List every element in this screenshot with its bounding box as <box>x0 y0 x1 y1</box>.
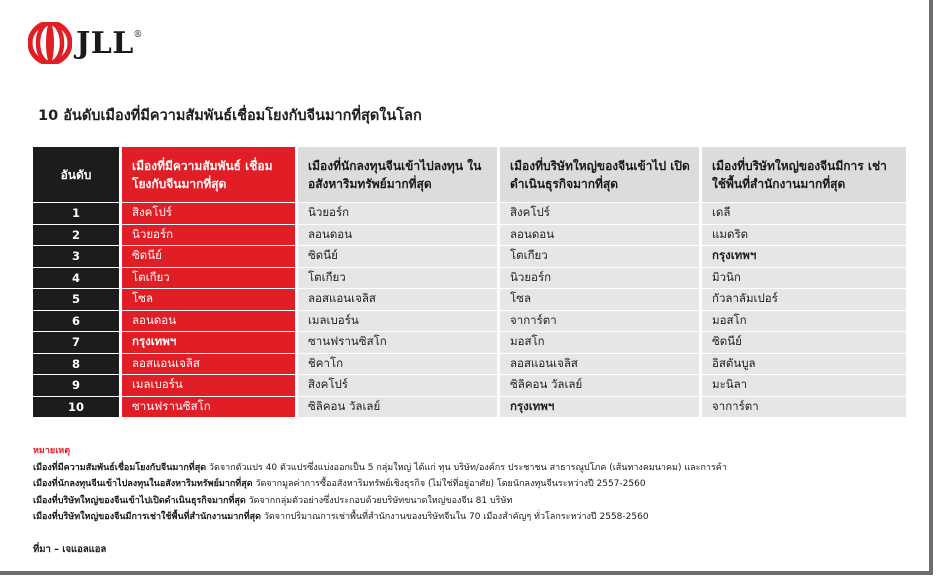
rank-cell: 8 <box>33 353 119 375</box>
investment-city-cell: ลอสแอนเจลิส <box>295 288 497 310</box>
header-rank: อันดับ <box>33 147 119 202</box>
operating-city-cell: มอสโก <box>497 331 699 353</box>
source-credit: ที่มา – เจแอลแอล <box>33 544 107 555</box>
office-leasing-city-cell: กรุงเทพฯ <box>699 245 906 267</box>
table-header-row <box>33 147 906 202</box>
logo-wordmark: JLL ® <box>76 25 143 61</box>
note-line <box>33 476 727 493</box>
header-operating-cities: เมืองที่บริษัทใหญ่ของจีนเข้าไป เปิดดำเนินธุรกิจมากที่สุด <box>497 147 699 202</box>
connected-city-cell: สิงคโปร์ <box>119 202 295 224</box>
office-leasing-city-cell: เดลี <box>699 202 906 224</box>
rank-cell: 3 <box>33 245 119 267</box>
note-text: วัดจากตัวแปร 40 ตัวแปรซึ่งแบ่งออกเป็น 5 กลุ่มใหญ่ ได้แก่ ทุน บริษัท/องค์กร ประชาชน สาธารณูปโภค (เส้นทางคมนาคม) และการค้า <box>206 462 727 473</box>
investment-city-cell: ซิดนีย์ <box>295 245 497 267</box>
table-row <box>33 202 906 224</box>
note-line <box>33 493 727 510</box>
operating-city-cell: ลอสแอนเจลิส <box>497 353 699 375</box>
investment-city-cell: สิงคโปร์ <box>295 374 497 396</box>
rank-cell: 6 <box>33 310 119 332</box>
office-leasing-city-cell: อิสตันบูล <box>699 353 906 375</box>
operating-city-cell: สิงคโปร์ <box>497 202 699 224</box>
note-line <box>33 460 727 477</box>
header-office-leasing-cities: เมืองที่บริษัทใหญ่ของจีนมีการ เช่าใช้พื้นที่สำนักงานมากที่สุด <box>699 147 906 202</box>
office-leasing-city-cell: มอสโก <box>699 310 906 332</box>
table-row <box>33 224 906 246</box>
investment-city-cell: ชิคาโก <box>295 353 497 375</box>
ranking-table <box>33 147 906 417</box>
operating-city-cell: โซล <box>497 288 699 310</box>
office-leasing-city-cell: กัวลาลัมเปอร์ <box>699 288 906 310</box>
office-leasing-city-cell: มะนิลา <box>699 374 906 396</box>
connected-city-cell: ซิดนีย์ <box>119 245 295 267</box>
note-term: เมืองที่นักลงทุนจีนเข้าไปลงทุนในอสังหาริมทรัพย์มากที่สุด <box>33 479 253 489</box>
operating-city-cell: ซิลิคอน วัลเลย์ <box>497 374 699 396</box>
table-row <box>33 245 906 267</box>
note-text: วัดจากปริมาณการเช่าพื้นที่สำนักงานของบริษัทจีนใน 70 เมืองสำคัญๆ ทั่วโลกระหว่างปี 2558-2560 <box>261 512 649 522</box>
table-row <box>33 353 906 375</box>
investment-city-cell: โตเกียว <box>295 267 497 289</box>
note-line <box>33 509 727 526</box>
rank-cell: 4 <box>33 267 119 289</box>
connected-city-cell: โซล <box>119 288 295 310</box>
office-leasing-city-cell: มิวนิก <box>699 267 906 289</box>
header-investment-cities: เมืองที่นักลงทุนจีนเข้าไปลงทุน ในอสังหาริมทรัพย์มากที่สุด <box>295 147 497 202</box>
connected-city-cell: ซานฟรานซิสโก <box>119 396 295 418</box>
connected-city-cell: โตเกียว <box>119 267 295 289</box>
office-leasing-city-cell: จาการ์ตา <box>699 396 906 418</box>
note-term: เมืองที่บริษัทใหญ่ของจีนมีการเช่าใช้พื้นที่สำนักงานมากที่สุด <box>33 512 262 522</box>
operating-city-cell: ลอนดอน <box>497 224 699 246</box>
investment-city-cell: ลอนดอน <box>295 224 497 246</box>
connected-city-cell: นิวยอร์ก <box>119 224 295 246</box>
note-term: เมืองที่มีความสัมพันธ์เชื่อมโยงกับจีนมากที่สุด <box>33 462 207 473</box>
investment-city-cell: ซิลิคอน วัลเลย์ <box>295 396 497 418</box>
table-row <box>33 396 906 418</box>
header-connected-cities: เมืองที่มีความสัมพันธ์ เชื่อมโยงกับจีนมากที่สุด <box>119 147 295 202</box>
jll-flame-icon <box>28 22 72 64</box>
rank-cell: 5 <box>33 288 119 310</box>
table-row <box>33 331 906 353</box>
rank-cell: 1 <box>33 202 119 224</box>
note-term: เมืองที่บริษัทใหญ่ของจีนเข้าไปเปิดดำเนินธุรกิจมากที่สุด <box>33 495 246 506</box>
table-row <box>33 374 906 396</box>
table-row <box>33 310 906 332</box>
connected-city-cell: เมลเบอร์น <box>119 374 295 396</box>
office-leasing-city-cell: แมดริด <box>699 224 906 246</box>
rank-cell: 7 <box>33 331 119 353</box>
investment-city-cell: เมลเบอร์น <box>295 310 497 332</box>
connected-city-cell: ลอสแอนเจลิส <box>119 353 295 375</box>
operating-city-cell: กรุงเทพฯ <box>497 396 699 418</box>
connected-city-cell: กรุงเทพฯ <box>119 331 295 353</box>
notes-heading: หมายเหตุ <box>33 446 71 456</box>
investment-city-cell: นิวยอร์ก <box>295 202 497 224</box>
operating-city-cell: โตเกียว <box>497 245 699 267</box>
note-text: วัดจากมูลค่าการซื้ออสังหาริมทรัพย์เชิงธุรกิจ (ไม่ใช่ที่อยู่อาศัย) โดยนักลงทุนจีนระหว่างปี 2557-2560 <box>252 479 646 489</box>
operating-city-cell: จาการ์ตา <box>497 310 699 332</box>
rank-cell: 2 <box>33 224 119 246</box>
operating-city-cell: นิวยอร์ก <box>497 267 699 289</box>
notes-section <box>33 443 727 526</box>
table-row <box>33 267 906 289</box>
note-text: วัดจากกลุ่มตัวอย่างซึ่งประกอบด้วยบริษัทขนาดใหญ่ของจีน 81 บริษัท <box>245 495 513 506</box>
table-row <box>33 288 906 310</box>
jll-logo <box>28 22 143 64</box>
connected-city-cell: ลอนดอน <box>119 310 295 332</box>
office-leasing-city-cell: ซิดนีย์ <box>699 331 906 353</box>
rank-cell: 10 <box>33 396 119 418</box>
investment-city-cell: ซานฟรานซิสโก <box>295 331 497 353</box>
rank-cell: 9 <box>33 374 119 396</box>
page-title: 10 อันดับเมืองที่มีความสัมพันธ์เชื่อมโยงกับจีนมากที่สุดในโลก <box>38 108 422 124</box>
